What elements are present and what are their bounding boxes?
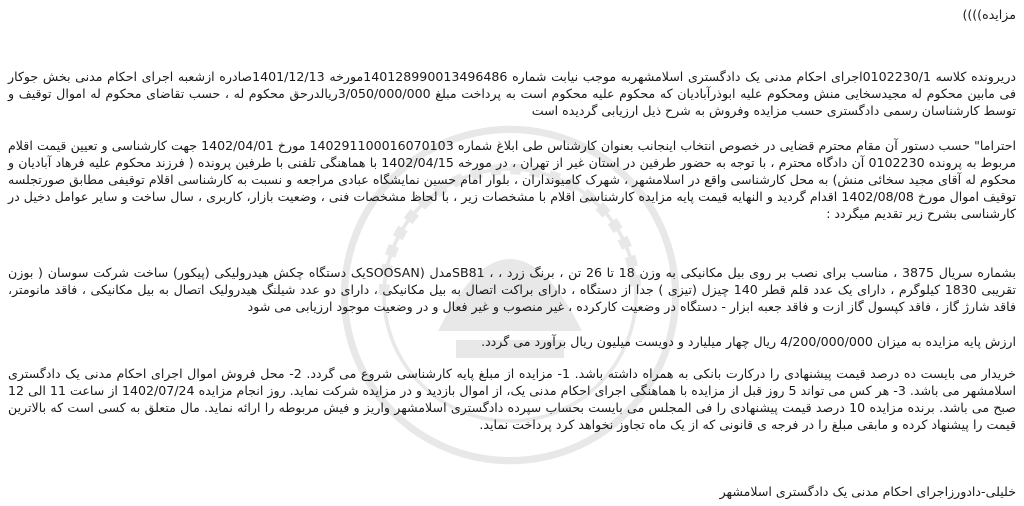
paragraph-item-description: بشماره سریال 3875 ، مناسب برای نصب بر روی بیل مکانیکی به وزن 18 تا 26 تن ، برنگ زرد ، ، SB81مدل (SOOSANیک دستگاه چکش هیدرولیکی (پیکور) ساخت شرکت سوسان ( بوزن تقریبی 1830 کیلوگرم ، دارای یک عدد قلم قطر 140 چیزل (تیزی ) جدا از دستگاه ، دارای براکت اتصال به بیل مکانیکی ، دارای دو عدد شیلنگ هیدرولیک اتصال به بیل مکانیکی ، فاقد مانومتر، فاقد شارژ گاز ، فاقد کپسول گاز ازت و فاقد جعبه ابزار - دستگاه در وضعیت کارکرده ، غیر منصوب و غیر فعال و در وضعیت موجود ارزیابی می شود (8, 265, 1016, 314)
document-title: مزایده)))) (962, 7, 1016, 22)
signature-line: خلیلی-دادورزاجرای احکام مدنی یک دادگستری اسلامشهر (719, 484, 1016, 499)
paragraph-base-value: ارزش پایه مزایده به میزان 4/200/000/000 ریال چهار میلیارد و دویست میلیون ریال برآورد می گردد. (481, 334, 1016, 349)
paragraph-expert-report: احتراما" حسب دستور آن مقام محترم قضایی در خصوص انتخاب اینجانب بعنوان کارشناس طی ابلاغ شماره 140291100016070103 مورخ 1402/04/01 جهت کارشناسی و تعیین قیمت اقلام مربوط به پرونده 0102230 آن دادگاه محترم ، با توجه به حضور طرفین در استان غیر از تهران ، در مورخه 1402/04/15 با هماهنگی تلفنی با طرفین پرونده ( فرزند محکوم علیه فرهاد آبادیان و محکوم له آقای مجید سخائی منش) به محل کارشناسی واقع در اسلامشهر ، شهرک کامیونداران ، بلوار امام حسین نمایشگاه عبادی مراجعه و نسبت به کارشناسی اقلام توقیفی مطابق صورتجلسه توقیف اموال مورخ 1402/08/08 اقدام گردید و النهایه قیمت پایه مزایده کارشناسی اقلام با مشخصات زیر ، با لحاظ مشخصات فنی ، وضعیت بازار، کاربری ، سال ساخت و سایر عوامل دخیل در کارشناسی بشرح زیر تقدیم میگردد : (8, 138, 1016, 221)
paragraph-case-intro: دریرونده کلاسه 0102230/1اجرای احکام مدنی یک دادگستری اسلامشهربه موجب نیابت شماره 140128990013496486مورخه 1401/12/13صادره ازشعبه اجرای احکام مدنی بخش جوکار فی مابین محکوم له مجیدسخایی منش ومحکوم علیه ابوذرآبادیان که محکوم علیه محکوم است به پرداخت مبلغ 3/050/000/000ریالدرحق محکوم له ، حسب تقاضای محکوم له اموال توقیف و توسط کارشناسان رسمی دادگستری حسب مزایده وفروش به شرح ذیل ارزیابی گردیده است (8, 69, 1017, 118)
paragraph-auction-terms: خریدار می بایست ده درصد قیمت پیشنهادی را درکارت بانکی به همراه داشته باشد. 1- مزایده از مبلغ پایه کارشناسی شروع می گردد. 2- محل فروش اموال اجرای احکام مدنی یک دادگستری اسلامشهر می باشد. 3- هر کس می تواند 5 روز قبل از مزایده با هماهنگی اجرای احکام مدنی یک، از اموال بازدید و در مزایده شرکت نماید. روز انجام مزایده 1402/07/24 از ساعت 11 الی 12 صبح می باشد. برنده مزایده 10 درصد قیمت پیشنهادی را فی المجلس می بایست بحساب سپرده دادگستری اسلامشهر واریز و فیش مربوطه را ارائه نماید. مال متعلق به کسی است که بالاترین قیمت را پیشنهاد کرده و مابقی مبلغ را در فرجه ی قانونی که از یک ماه تجاوز نخواهد کرد پرداخت نماید. (8, 366, 1017, 432)
